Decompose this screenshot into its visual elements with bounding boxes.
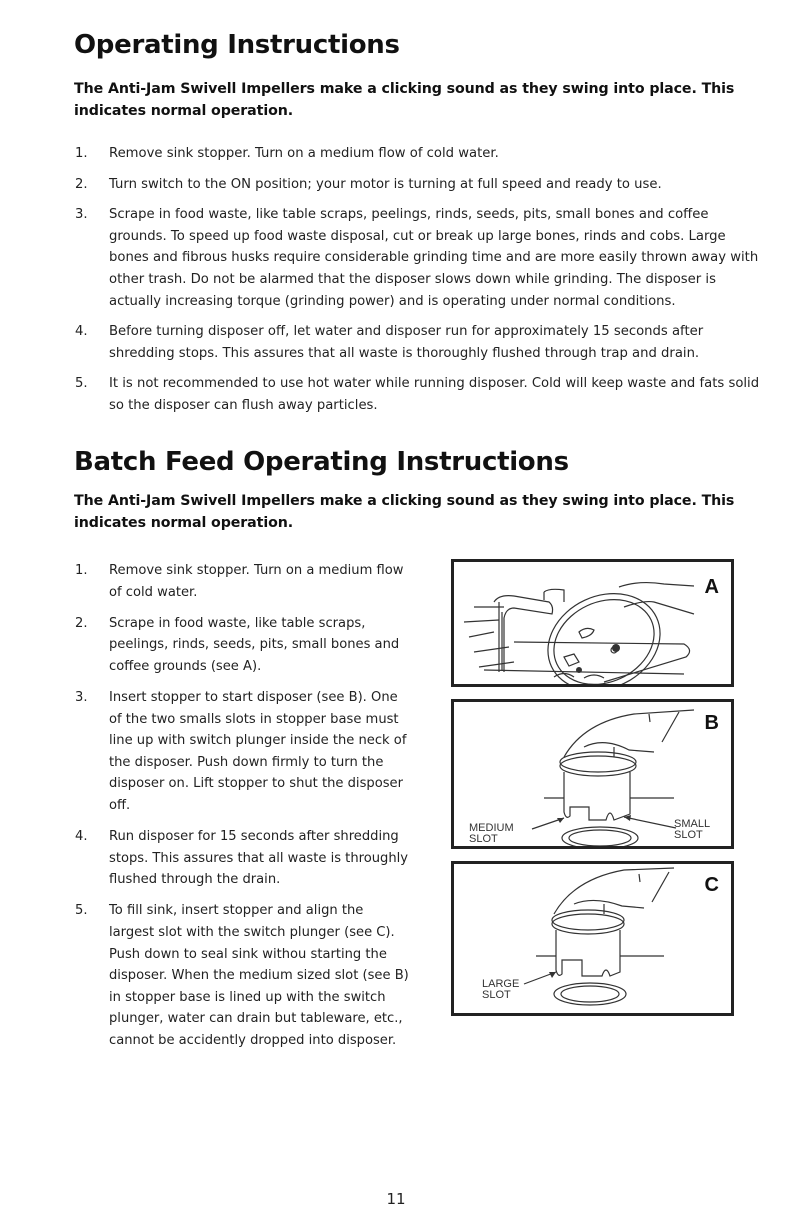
list-item [75,321,765,364]
list-item [75,204,765,312]
step-text: Remove sink stopper. Turn on a medium flow of cold water. [109,146,499,161]
page-number: 11 [386,1190,406,1208]
step-number: 2. [75,176,88,192]
figure-letter: B [704,712,719,734]
step-text: Before turning disposer off, let water and disposer run for approximately 15 seconds after shredding stops. This assures that all waste is thoroughly flushed through trap and drain. [109,324,704,361]
list-item [75,826,410,891]
small-slot-label: SMALL SLOT [674,818,711,841]
list-item [75,373,765,416]
step-number: 3. [75,689,88,705]
list-item [75,174,765,196]
step-text: It is not recommended to use hot water while running disposer. Cold will keep waste and fats solid so the disposer can flush away particles. [109,376,760,413]
step-text: Scrape in food waste, like table scraps, peelings, rinds, seeds, pits, small bones and coffee grounds (see A). [109,615,400,674]
step-text: Insert stopper to start disposer (see B). One of the two smalls slots in stopper base must line up with switch plunger inside the neck of the disposer. Push down firmly to turn the disposer on. Lift stopper to shut the disposer off. [109,689,407,813]
sink-scraping-illustration [454,562,731,684]
step-number: 3. [75,207,88,223]
step-number: 5. [75,903,88,919]
list-item [75,900,410,1051]
list-item [75,687,410,817]
list-item [75,143,765,165]
step-number: 1. [75,563,88,578]
figure-letter: A [704,576,719,598]
figure-a-sink-illustration [451,559,734,687]
figure-letter: C [704,874,719,896]
step-number: 2. [75,615,88,631]
step-number: 4. [75,324,88,340]
large-slot-label: LARGE SLOT [482,978,520,1001]
step-number: 5. [75,376,88,392]
step-text: Run disposer for 15 seconds after shredding stops. This assures that all waste is throughly flushed through the drain. [109,829,409,888]
list-item [75,560,410,603]
figure-b-stopper-small-slot [451,699,734,849]
medium-slot-label: MEDIUM SLOT [469,822,514,845]
batch-feed-steps-list [75,560,410,1061]
operating-steps-list [75,143,765,426]
section-title-batch-feed: Batch Feed Operating Instructions [74,447,569,477]
step-text: Remove sink stopper. Turn on a medium flow of cold water. [109,563,404,600]
list-item [75,613,410,678]
step-text: To fill sink, insert stopper and align the largest slot with the switch plunger (see C). Push down to seal sink withou starting the disposer. When the medium sized slot (see B) in stopper base is lined up with the switch plunger, water can drain but tableware, etc., cannot be accidently dropped into disposer. [109,903,409,1048]
step-number: 4. [75,829,88,845]
section-title-operating: Operating Instructions [74,30,400,60]
step-number: 1. [75,146,88,161]
step-text: Scrape in food waste, like table scraps, peelings, rinds, seeds, pits, small bones and coffee grounds. To speed up food waste disposal, cut or break up large bones, rinds and cobs. Large bones and fibrous husks require considerable grinding time and are more easily thrown away with other trash. Do not be alarmed that the disposer slows down while grinding. The disposer is actually increasing torque (grinding power) and is operating under normal conditions. [109,207,759,309]
figure-c-stopper-large-slot [451,861,734,1016]
step-text: Turn switch to the ON position; your motor is turning at full speed and ready to use. [109,176,662,192]
section-intro-batch-feed: The Anti-Jam Swivell Impellers make a clicking sound as they swing into place. This indicates normal operation. [74,493,735,531]
section-intro-operating: The Anti-Jam Swivell Impellers make a clicking sound as they swing into place. This indicates normal operation. [74,81,735,119]
